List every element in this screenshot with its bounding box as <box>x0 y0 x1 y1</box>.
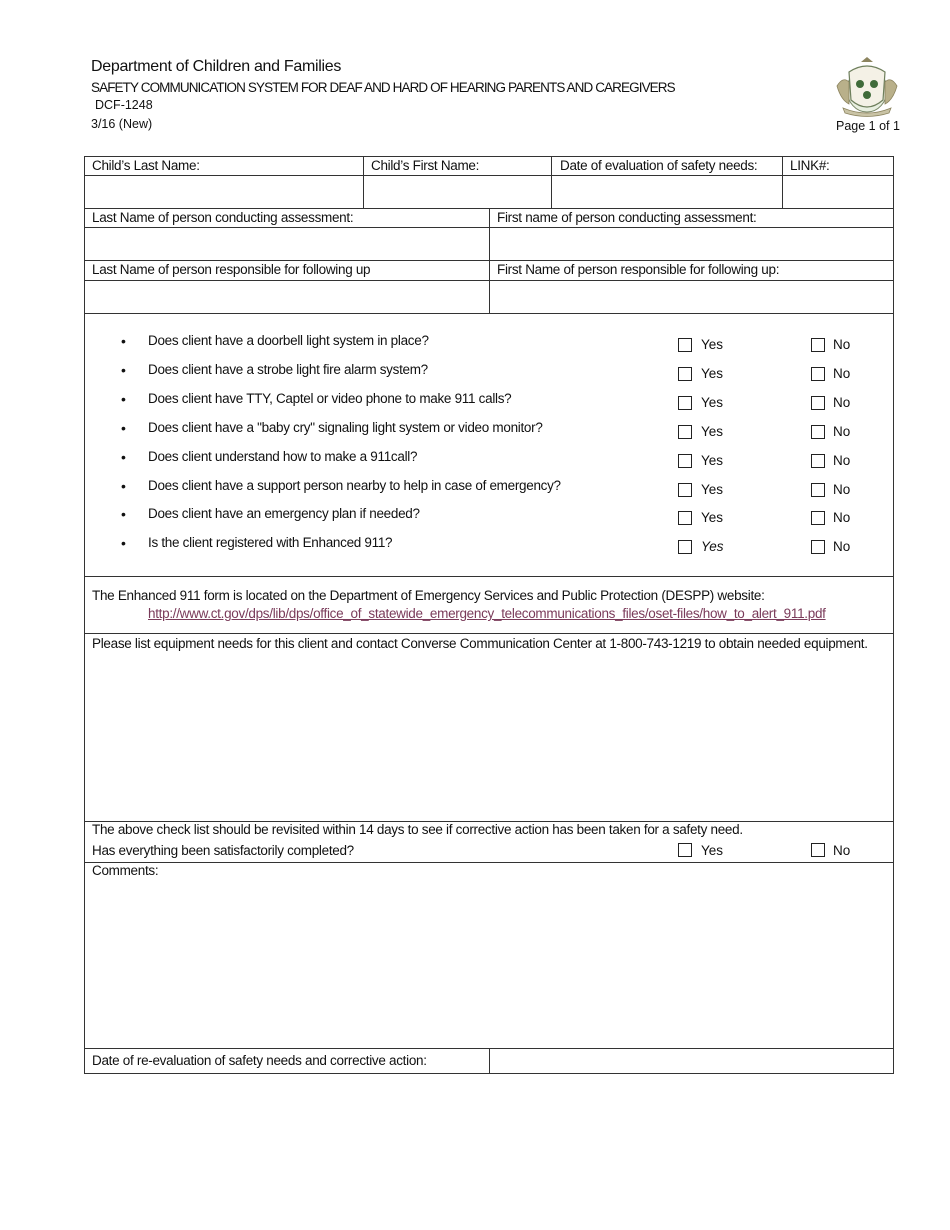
no-label: No <box>833 539 851 554</box>
no-label: No <box>833 453 851 468</box>
checklist-row <box>84 449 894 478</box>
equipment-needs-field[interactable] <box>85 656 893 820</box>
yes-label: Yes <box>701 482 724 497</box>
bullet: • <box>121 449 126 465</box>
comments-field[interactable] <box>85 882 893 1047</box>
yes-checkbox[interactable] <box>678 483 692 497</box>
form-title: SAFETY COMMUNICATION SYSTEM FOR DEAF AND HARD OF HEARING PARENTS AND CAREGIVERS <box>91 80 675 95</box>
reevaluation-date-field[interactable] <box>490 1049 893 1073</box>
yes-label: Yes <box>701 337 724 352</box>
revisit-instruction: The above check list should be revisited within 14 days to see if corrective action has been taken for a safety need. <box>92 822 743 837</box>
no-checkbox[interactable] <box>811 511 825 525</box>
bullet: • <box>121 535 126 551</box>
bullet: • <box>121 420 126 436</box>
e911-form-link[interactable]: http://www.ct.gov/dps/lib/dps/office_of_statewide_emergency_telecommunications_files/oset-files/how_to_alert_911.pdf <box>148 606 826 621</box>
yes-label: Yes <box>701 453 724 468</box>
yes-checkbox[interactable] <box>678 338 692 352</box>
checklist-question: Does client have a strobe light fire alarm system? <box>148 362 428 377</box>
yes-label: Yes <box>701 539 724 554</box>
comments-label: Comments: <box>92 863 159 878</box>
no-checkbox[interactable] <box>811 425 825 439</box>
completion-yes-checkbox[interactable] <box>678 843 692 857</box>
followup-first-name-field[interactable] <box>490 281 893 312</box>
completion-question: Has everything been satisfactorily completed? <box>92 843 354 858</box>
no-checkbox[interactable] <box>811 396 825 410</box>
bullet: • <box>121 333 126 349</box>
checklist-row <box>84 391 894 420</box>
state-seal-icon <box>833 56 901 118</box>
child-first-name-field[interactable] <box>364 176 550 207</box>
no-label: No <box>833 366 851 381</box>
bullet: • <box>121 478 126 494</box>
yes-checkbox[interactable] <box>678 367 692 381</box>
completion-no-checkbox[interactable] <box>811 843 825 857</box>
reevaluation-date-label: Date of re-evaluation of safety needs and corrective action: <box>92 1053 427 1068</box>
bullet: • <box>121 362 126 378</box>
followup-first-name-label: First Name of person responsible for following up: <box>497 262 780 277</box>
yes-checkbox[interactable] <box>678 454 692 468</box>
assessor-last-name-field[interactable] <box>85 228 488 259</box>
department-name: Department of Children and Families <box>91 58 342 75</box>
no-label: No <box>833 482 851 497</box>
eval-date-field[interactable] <box>552 176 781 207</box>
bullet: • <box>121 506 126 522</box>
no-label: No <box>833 424 851 439</box>
no-label: No <box>833 510 851 525</box>
checklist-question: Does client have a "baby cry" signaling light system or video monitor? <box>148 420 543 435</box>
completion-no-label: No <box>833 843 851 858</box>
yes-label: Yes <box>701 424 724 439</box>
yes-label: Yes <box>701 366 724 381</box>
checklist-question: Does client have a doorbell light system in place? <box>148 333 429 348</box>
followup-last-name-field[interactable] <box>85 281 488 312</box>
no-label: No <box>833 395 851 410</box>
checklist-row <box>84 478 894 507</box>
checklist-question: Does client have TTY, Captel or video phone to make 911 calls? <box>148 391 512 406</box>
checklist-row <box>84 535 894 564</box>
form-number: DCF-1248 <box>95 98 153 112</box>
checklist-row <box>84 506 894 535</box>
assessor-first-name-field[interactable] <box>490 228 893 259</box>
eval-date-label: Date of evaluation of safety needs: <box>560 158 758 173</box>
link-number-field[interactable] <box>783 176 893 207</box>
assessor-first-name-label: First name of person conducting assessment: <box>497 210 757 225</box>
checklist-question: Does client have an emergency plan if needed? <box>148 506 420 521</box>
yes-checkbox[interactable] <box>678 540 692 554</box>
no-checkbox[interactable] <box>811 367 825 381</box>
no-checkbox[interactable] <box>811 540 825 554</box>
child-last-name-field[interactable] <box>85 176 362 207</box>
child-first-name-label: Child’s First Name: <box>371 158 480 173</box>
child-last-name-label: Child’s Last Name: <box>92 158 200 173</box>
checklist-question: Does client understand how to make a 911call? <box>148 449 418 464</box>
no-checkbox[interactable] <box>811 454 825 468</box>
yes-label: Yes <box>701 395 724 410</box>
checklist-row <box>84 333 894 362</box>
link-number-label: LINK#: <box>790 158 830 173</box>
yes-checkbox[interactable] <box>678 511 692 525</box>
bullet: • <box>121 391 126 407</box>
assessor-last-name-label: Last Name of person conducting assessment: <box>92 210 354 225</box>
no-label: No <box>833 337 851 352</box>
equipment-needs-label: Please list equipment needs for this client and contact Converse Communication Center at 1-800-743-1219 to obtain needed equipment. <box>92 636 868 651</box>
no-checkbox[interactable] <box>811 483 825 497</box>
checklist-row <box>84 420 894 449</box>
yes-label: Yes <box>701 510 724 525</box>
yes-checkbox[interactable] <box>678 425 692 439</box>
checklist-question: Is the client registered with Enhanced 911? <box>148 535 393 550</box>
no-checkbox[interactable] <box>811 338 825 352</box>
completion-yes-label: Yes <box>701 843 724 858</box>
yes-checkbox[interactable] <box>678 396 692 410</box>
checklist-row <box>84 362 894 391</box>
checklist-question: Does client have a support person nearby to help in case of emergency? <box>148 478 561 493</box>
page-indicator: Page 1 of 1 <box>836 119 900 133</box>
form-revision: 3/16 (New) <box>91 117 153 131</box>
followup-last-name-label: Last Name of person responsible for following up <box>92 262 371 277</box>
e911-info-text: The Enhanced 911 form is located on the Department of Emergency Services and Public Protection (DESPP) website: <box>92 588 765 603</box>
